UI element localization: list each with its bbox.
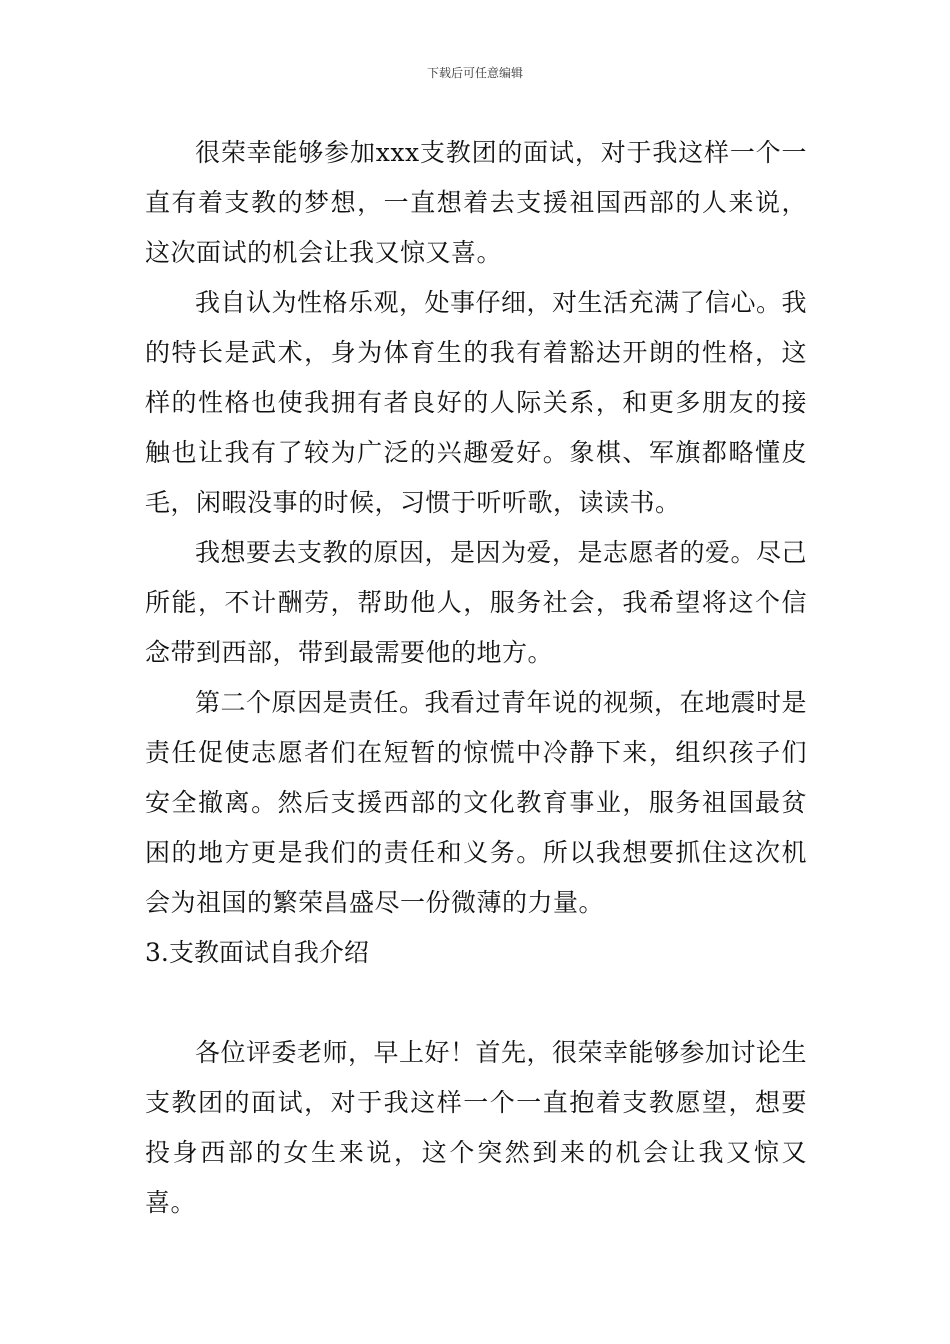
- blank-line: [145, 978, 807, 1028]
- document-body: [145, 128, 807, 1228]
- paragraph-5: 各位评委老师，早上好！首先，很荣幸能够参加讨论生支教团的面试，对于我这样一个一直抱着支教愿望，想要投身西部的女生来说，这个突然到来的机会让我又惊又喜。: [145, 1038, 808, 1217]
- paragraph-3: 我想要去支教的原因，是因为爱，是志愿者的爱。尽己所能，不计酬劳，帮助他人，服务社会，我希望将这个信念带到西部，带到最需要他的地方。: [145, 538, 808, 667]
- section-heading: 3.支教面试自我介绍: [145, 938, 369, 967]
- page-header: 下载后可任意编辑: [426, 66, 523, 80]
- paragraph-4: 第二个原因是责任。我看过青年说的视频，在地震时是责任促使志愿者们在短暂的惊慌中冷静下来，组织孩子们安全撤离。然后支援西部的文化教育事业，服务祖国最贫困的地方更是我们的责任和义务。所以我想要抓住这次机会为祖国的繁荣昌盛尽一份微薄的力量。: [145, 688, 808, 917]
- paragraph-1: 很荣幸能够参加xxx支教团的面试，对于我这样一个一直有着支教的梦想，一直想着去支援祖国西部的人来说，这次面试的机会让我又惊又喜。: [145, 138, 807, 267]
- paragraph-2: 我自认为性格乐观，处事仔细，对生活充满了信心。我的特长是武术，身为体育生的我有着豁达开朗的性格，这样的性格也使我拥有者良好的人际关系，和更多朋友的接触也让我有了较为广泛的兴趣爱好。象棋、军旗都略懂皮毛，闲暇没事的时候，习惯于听听歌，读读书。: [145, 288, 808, 517]
